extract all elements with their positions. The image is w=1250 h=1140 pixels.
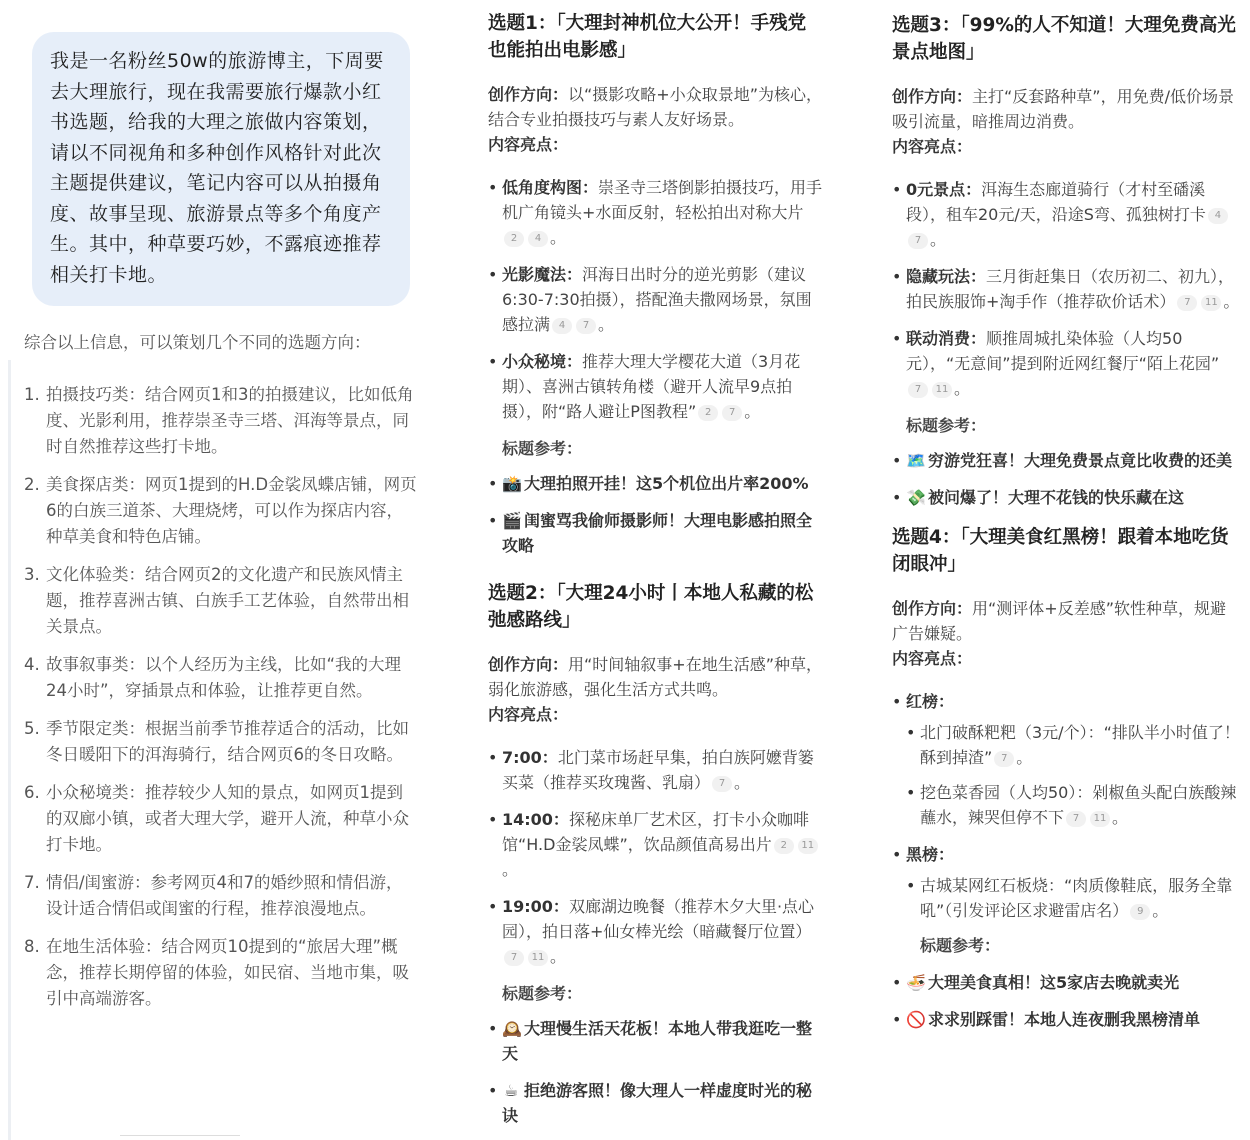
direction-text: 主打“反套路种草”，用免费/低价场景吸引流量，暗推周边消费。 [892, 87, 1234, 131]
point-end: 。 [1152, 901, 1169, 920]
direction-label: 创作方向： [488, 85, 569, 104]
list-text: 情侣/闺蜜游：参考网页4和7的婚纱照和情侣游，设计适合情侣或闺蜜的行程，推荐浪漫地点。 [46, 873, 403, 918]
suggested-title: 大理慢生活天花板！本地人带我逛吃一整天 [502, 1019, 813, 1063]
topic1-title: 选题1：「大理封神机位大公开！手残党也能拍出电影感」 [488, 13, 807, 61]
citation-badge[interactable]: 2 [774, 838, 794, 854]
topic1-title-suggestions [488, 471, 824, 558]
list-item [24, 562, 425, 640]
point-end: 。 [1016, 748, 1033, 767]
noodles-icon: 🍜 [906, 973, 926, 992]
point-text: 北门菜市场赶早集，拍白族阿嬷背篓买菜（推荐买玫瑰酱、乳扇） [502, 748, 814, 792]
list-text: 文化体验类：结合网页2的文化遗产和民族风情主题，推荐喜洲古镇、白族手工艺体验，自然带出相关景点。 [46, 565, 409, 636]
point-end: 。 [744, 402, 761, 421]
direction-label: 创作方向： [488, 655, 569, 674]
topic4-direction [892, 596, 1240, 646]
citation-badge[interactable]: 7 [576, 318, 596, 334]
topic1-direction [488, 82, 824, 132]
list-item [892, 177, 1240, 252]
point-label: 7:00： [502, 748, 558, 767]
point-text: 三月街赶集日（农历初二、初九），拍民族服饰+淘手作（推荐砍价话术） [906, 267, 1235, 311]
red-list-items [906, 720, 1240, 830]
citation-badge[interactable]: 4 [552, 318, 572, 334]
citation-badge[interactable]: 7 [504, 950, 524, 966]
point-label: 小众秘境： [502, 352, 583, 371]
citation-badge[interactable]: 9 [1130, 904, 1150, 920]
list-item [906, 873, 1240, 923]
point-end: 。 [502, 860, 519, 879]
red-list [892, 689, 1240, 830]
point-label: 0元景点： [906, 180, 982, 199]
point-end: 。 [598, 315, 615, 334]
direction-text: 以“摄影攻略+小众取景地”为核心，结合专业拍摄技巧与素人友好场景。 [488, 85, 823, 129]
topic2-title: 选题2：「大理24小时丨本地人私藏的松弛感路线」 [488, 583, 814, 631]
point-end: 。 [954, 379, 971, 398]
topic2-title-suggestions [488, 1016, 824, 1128]
topic1-points [488, 175, 824, 424]
direction-text: 用“测评体+反差感”软性种草，规避广告嫌疑。 [892, 599, 1227, 643]
direction-label: 创作方向： [892, 599, 973, 618]
citation-badge[interactable]: 11 [1201, 295, 1221, 311]
topic3-points [892, 177, 1240, 401]
list-number: 7. [24, 873, 40, 892]
point-text: 洱海生态廊道骑行（才村至磻溪段），租车20元/天，沿途S弯、孤独树打卡 [906, 180, 1206, 224]
citation-badge[interactable]: 7 [722, 405, 742, 421]
topic-direction-list [24, 382, 425, 1012]
list-item [488, 508, 824, 558]
point-label: 19:00： [502, 897, 569, 916]
citation-badge[interactable]: 4 [528, 231, 548, 247]
suggested-title: 闺蜜骂我偷师摄影师！大理电影感拍照全攻略 [502, 511, 813, 555]
list-item [892, 264, 1240, 314]
citation-badge[interactable]: 7 [908, 382, 928, 398]
list-item [24, 382, 425, 460]
list-text: 美食探店类：网页1提到的H.D金裟凤蝶店铺，网页6的白族三道茶、大理烧烤，可以作为探店内容，种草美食和特色店铺。 [46, 475, 417, 546]
coffee-icon: ☕ [503, 1081, 519, 1100]
topic3-direction [892, 84, 1240, 134]
citation-badge[interactable]: 7 [1177, 295, 1197, 311]
list-item [24, 716, 425, 768]
list-item [24, 870, 425, 922]
citation-badge[interactable]: 2 [504, 231, 524, 247]
list-item [488, 1016, 824, 1066]
topic4-title-suggestions [892, 970, 1240, 1032]
money-wings-icon: 💸 [906, 488, 926, 507]
highlights-label: 内容亮点： [488, 705, 569, 724]
point-text: 推荐大理大学樱花大道（3月花期）、喜洲古镇转角楼（避开人流早9点拍摄），附“路人避让P图教程” [502, 352, 801, 421]
point-label: 隐藏玩法： [906, 267, 987, 286]
point-end: 。 [930, 230, 947, 249]
point-text: 挖色菜香园（人均50）：剁椒鱼头配白族酸辣蘸水，辣哭但停不下 [920, 783, 1237, 827]
clock-icon: 🕰️ [502, 1019, 522, 1038]
suggested-title: 拒绝游客照！像大理人一样虚度时光的秘诀 [502, 1081, 813, 1125]
citation-badge[interactable]: 4 [1208, 208, 1228, 224]
black-list-label: 黑榜： [906, 845, 955, 864]
list-item [488, 471, 824, 496]
black-list [892, 842, 1240, 958]
list-item [488, 175, 824, 250]
list-text: 在地生活体验：结合网页10提到的“旅居大理”概念，推荐长期停留的体验，如民宿、当地市集，吸引中高端游客。 [46, 937, 409, 1008]
list-item [892, 326, 1240, 401]
clapper-icon: 🎬 [502, 511, 522, 530]
point-text: 探秘床单厂艺术区，打卡小众咖啡馆“H.D金裟凤蝶”，饮品颜值高易出片 [502, 810, 809, 854]
citation-badge[interactable]: 11 [932, 382, 952, 398]
suggested-title: 大理美食真相！这5家店去晚就卖光 [928, 973, 1180, 992]
list-item [488, 894, 824, 969]
point-label: 光影魔法： [502, 265, 583, 284]
topic2-direction [488, 652, 824, 702]
camera-icon: 📸 [502, 474, 522, 493]
citation-badge[interactable]: 2 [698, 405, 718, 421]
thinking-quote-bar [8, 360, 11, 1140]
suggested-title: 大理拍照开挂！这5个机位出片率200% [524, 474, 809, 493]
list-item [488, 807, 824, 882]
list-item [24, 472, 425, 550]
list-item [892, 485, 1240, 510]
topic4-title: 选题4：「大理美食红黑榜！跟着本地吃货闭眼冲」 [892, 527, 1229, 575]
topics-column-right [866, 0, 1250, 1140]
list-item [892, 448, 1240, 473]
topic3-title-suggestions [892, 448, 1240, 510]
direction-text: 用“时间轴叙事+在地生活感”种草，弱化旅游感，强化生活方式共鸣。 [488, 655, 823, 699]
highlights-label: 内容亮点： [488, 135, 569, 154]
topics-column-middle [462, 0, 834, 1140]
topic4-ranking [892, 689, 1240, 958]
title-ref-label: 标题参考： [920, 936, 1001, 955]
citation-badge[interactable]: 11 [1090, 811, 1110, 827]
citation-badge[interactable]: 7 [712, 776, 732, 792]
point-label: 14:00： [502, 810, 569, 829]
list-item [906, 720, 1240, 770]
answer-intro: 综合以上信息，可以策划几个不同的选题方向： [24, 333, 371, 352]
prohibited-icon: 🚫 [906, 1010, 926, 1029]
list-text: 小众秘境类：推荐较少人知的景点，如网页1提到的双廊小镇，或者大理大学，避开人流，种草小众打卡地。 [46, 783, 409, 854]
list-number: 8. [24, 937, 40, 956]
list-item [488, 262, 824, 337]
direction-label: 创作方向： [892, 87, 973, 106]
list-item [488, 349, 824, 424]
citation-badge[interactable]: 7 [908, 233, 928, 249]
list-item [24, 652, 425, 704]
list-number: 1. [24, 385, 40, 404]
topic3-title: 选题3：「99%的人不知道！大理免费高光景点地图」 [892, 15, 1236, 63]
list-number: 5. [24, 719, 40, 738]
list-item [906, 780, 1240, 830]
point-label: 联动消费： [906, 329, 987, 348]
list-number: 4. [24, 655, 40, 674]
point-end: 。 [550, 947, 567, 966]
point-text: 北门破酥粑粑（3元/个）：“排队半小时值了！酥到掉渣” [920, 723, 1240, 767]
list-item [892, 1007, 1240, 1032]
list-item [24, 934, 425, 1012]
citation-badge[interactable]: 11 [528, 950, 548, 966]
assistant-answer [22, 330, 425, 1012]
list-number: 2. [24, 475, 40, 494]
scroll-edge [120, 1135, 240, 1140]
point-text: 崇圣寺三塔倒影拍摄技巧，用手机广角镜头+水面反射，轻松拍出对称大片 [502, 178, 823, 222]
suggested-title: 穷游党狂喜！大理免费景点竟比收费的还美 [928, 451, 1233, 470]
black-list-items [906, 873, 1240, 923]
list-item [24, 780, 425, 858]
point-text: 顺推周城扎染体验（人均50元），“无意间”提到附近网红餐厅“陌上花园” [906, 329, 1220, 373]
point-end: 。 [550, 228, 567, 247]
point-text: 双廊湖边晚餐（推荐木夕大里·点心园），拍日落+仙女棒光绘（暗藏餐厅位置） [502, 897, 815, 941]
map-icon: 🗺️ [906, 451, 926, 470]
list-item [892, 970, 1240, 995]
list-text: 故事叙事类：以个人经历为主线，比如“我的大理24小时”，穿插景点和体验，让推荐更自然。 [46, 655, 402, 700]
citation-badge[interactable]: 7 [994, 751, 1014, 767]
title-ref-label: 标题参考： [502, 439, 583, 458]
point-end: 。 [734, 773, 751, 792]
point-text: 洱海日出时分的逆光剪影（建议6:30-7:30拍摄），搭配渔夫撒网场景，氛围感拉满 [502, 265, 812, 334]
red-list-label: 红榜： [906, 692, 955, 711]
list-text: 季节限定类：根据当前季节推荐适合的活动，比如冬日暖阳下的洱海骑行，结合网页6的冬日攻略。 [46, 719, 409, 764]
point-end: 。 [1223, 292, 1240, 311]
point-end: 。 [1112, 808, 1129, 827]
highlights-label: 内容亮点： [892, 137, 973, 156]
citation-badge[interactable]: 7 [1066, 811, 1086, 827]
list-item [488, 1078, 824, 1128]
highlights-label: 内容亮点： [892, 649, 973, 668]
point-label: 低角度构图： [502, 178, 599, 197]
suggested-title: 求求别踩雷！本地人连夜删我黑榜清单 [928, 1010, 1201, 1029]
topic2-points [488, 745, 824, 969]
list-text: 拍摄技巧类：结合网页1和3的拍摄建议，比如低角度、光影利用，推荐崇圣寺三塔、洱海等景点，同时自然推荐这些打卡地。 [46, 385, 414, 456]
citation-badge[interactable]: 11 [798, 838, 818, 854]
list-item [488, 745, 824, 795]
title-ref-label: 标题参考： [906, 416, 987, 435]
user-message-bubble: 我是一名粉丝50w的旅游博主，下周要去大理旅行，现在我需要旅行爆款小红书选题，给我的大理之旅做内容策划，请以不同视角和多种创作风格针对此次主题提供建议，笔记内容可以从拍摄角度、故事呈现、旅游景点等多个角度产生。其中，种草要巧妙，不露痕迹推荐相关打卡地。 [32, 32, 410, 306]
list-number: 3. [24, 565, 40, 584]
title-ref-label: 标题参考： [502, 984, 583, 1003]
list-number: 6. [24, 783, 40, 802]
point-text: 古城某网红石板烧：“肉质像鞋底，服务全靠吼”（引发评论区求避雷店名） [920, 876, 1233, 920]
suggested-title: 被问爆了！大理不花钱的快乐藏在这 [928, 488, 1185, 507]
chat-column [0, 0, 445, 1140]
